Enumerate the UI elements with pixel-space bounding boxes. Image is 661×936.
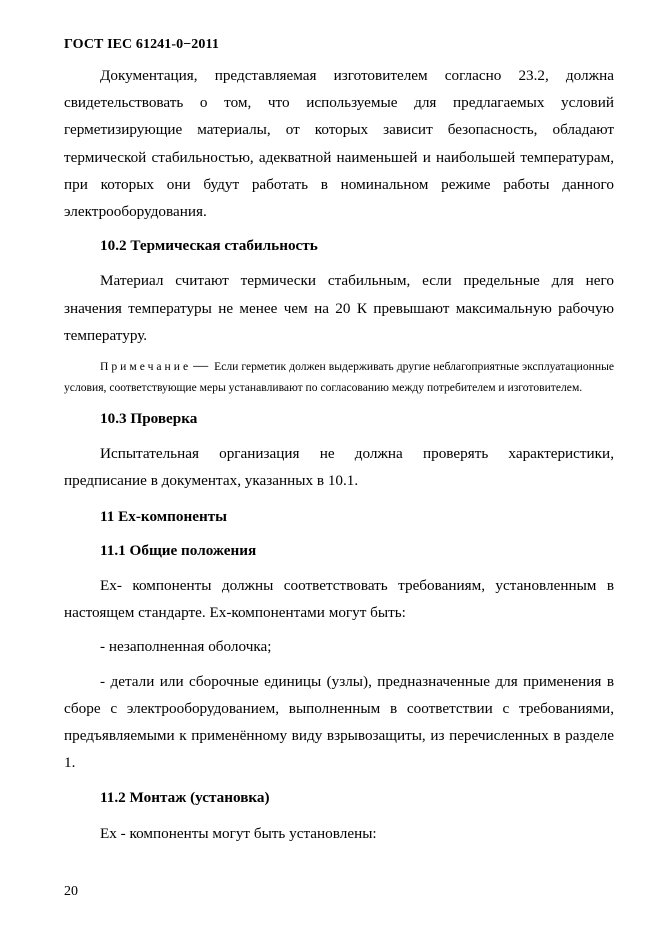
section-10-3-paragraph: Испытательная организация не должна проверять характеристики, предписание в документах, указанных в 10.1. <box>64 445 614 490</box>
page-content <box>64 62 614 847</box>
note-label: Примечание <box>100 360 192 374</box>
intro-paragraph: Документация, представляемая изготовителем согласно 23.2, должна свидетельствовать о том, что используемые для предлагаемых условий герметизирующие материалы, от которых зависит безопасность, обладают термической стабильностью, адекватной наименьшей и наибольшей температурам, при которых они будут работать в номинальном режиме работы данного электрооборудования. <box>64 67 614 221</box>
section-11-2-heading: 11.2 Монтаж (установка) <box>100 789 270 807</box>
list-item: - детали или сборочные единицы (узлы), предназначенные для применения в сборе с электрооборудованием, выполненным в соответствии с требованиями, предъявляемыми к применённому виду взрывозащиты, из перечисленных в разделе 1. <box>64 672 614 772</box>
note-text: Если герметик должен выдерживать другие неблагоприятные эксплуатационные условия, соответствующие меры устанавливают по согласованию между потребителем и изготовителем. <box>64 360 614 395</box>
section-11-1-paragraph: Ex- компоненты должны соответствовать требованиям, установленным в настоящем стандарте. Ex-компонентами могут быть: <box>64 577 614 622</box>
section-11-heading: 11 Ex-компоненты <box>100 507 228 525</box>
page-number: 20 <box>64 884 78 899</box>
note-block <box>64 356 614 398</box>
section-11-1-heading: 11.1 Общие положения <box>100 541 257 559</box>
section-10-2-heading: 10.2 Термическая стабильность <box>100 237 318 255</box>
list-item: - незаполненная оболочка; <box>100 638 272 656</box>
standard-code-header: ГОСТ IEC 61241-0−2011 <box>64 37 219 52</box>
section-10-2-paragraph: Материал считают термически стабильным, если предельные для него значения температуры не менее чем на 20 К превышают максимальную рабочую температуру. <box>64 272 614 344</box>
note-dash: — <box>193 358 209 375</box>
section-11-2-paragraph: Ex - компоненты могут быть установлены: <box>100 824 377 842</box>
section-10-3-heading: 10.3 Проверка <box>100 410 198 428</box>
